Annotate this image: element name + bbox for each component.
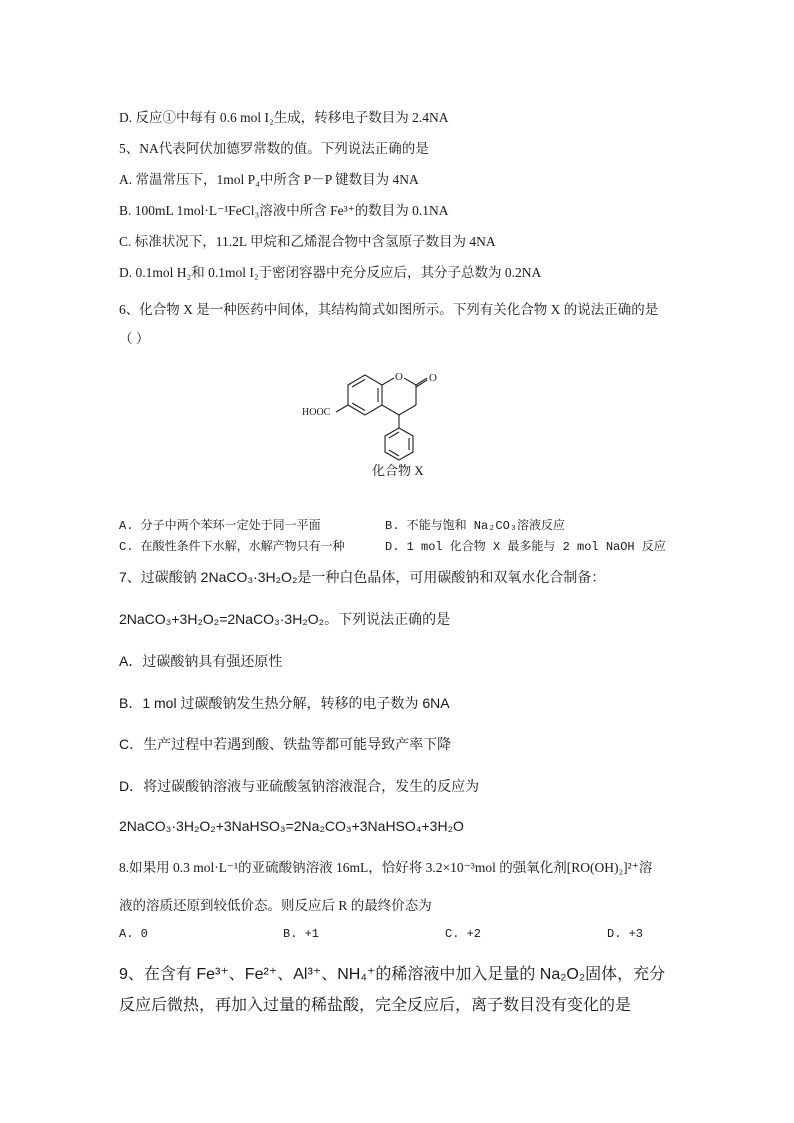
- q5-option-b: B. 100mL 1mol·L⁻¹FeCl₃溶液中所含 Fe³⁺的数目为 0.1NA: [119, 203, 449, 218]
- q4-option-d: D. 反应①中每有 0.6 mol I₂生成，转移电子数目为 2.4NA: [119, 110, 449, 125]
- q8-option-c: C. +2: [445, 927, 482, 941]
- q7-option-a: A．过碳酸钠具有强还原性: [119, 653, 283, 669]
- q6-option-a: A. 分子中两个苯环一定处于同一平面: [119, 519, 321, 533]
- q8-stem-line2: 液的溶质还原到较低价态。则反应后 R 的最终价态为: [119, 898, 432, 913]
- q5-option-d: D. 0.1mol H₂和 0.1mol I₂于密闭容器中充分反应后，其分子总数为 0.2NA: [119, 265, 542, 280]
- q8-option-d: D. +3: [607, 927, 644, 941]
- q5-option-c: C. 标准状况下，11.2L 甲烷和乙烯混合物中含氢原子数目为 4NA: [119, 234, 496, 249]
- carbonyl-oxygen-label: O: [429, 372, 437, 384]
- q7-option-d: D．将过碳酸钠溶液与亚硫酸氢钠溶液混合，发生的反应为: [119, 778, 480, 794]
- compound-x-caption: 化合物 X: [372, 463, 424, 478]
- ring-oxygen-label: O: [395, 371, 403, 383]
- cooh-label: HOOC: [302, 407, 331, 418]
- q7-stem: 7、过碳酸钠 2NaCO₃·3H₂O₂是一种白色晶体，可用碳酸钠和双氧水化合制备：: [119, 569, 606, 585]
- q7-option-b: B．1 mol 过碳酸钠发生热分解，转移的电子数为 6NA: [119, 695, 450, 711]
- q6-stem-line2: （ ）: [119, 331, 150, 346]
- q9-line1: 9、在含有 Fe³⁺、Fe²⁺、Al³⁺、NH₄⁺的稀溶液中加入足量的 Na₂O₂固体，充分: [119, 966, 666, 983]
- q8-option-b: B. +1: [283, 927, 320, 941]
- q6-option-d: D. 1 mol 化合物 X 最多能与 2 mol NaOH 反应: [385, 540, 666, 554]
- q5-option-a: A. 常温常压下，1mol P₄中所含 P－P 键数目为 4NA: [119, 172, 419, 187]
- q6-option-c: C. 在酸性条件下水解，水解产物只有一种: [119, 540, 345, 554]
- q7-equation: 2NaCO₃+3H₂O₂=2NaCO₃·3H₂O₂。下列说法正确的是: [119, 611, 451, 627]
- q8-option-a: A. 0: [119, 927, 148, 941]
- q5-stem: 5、NA代表阿伏加德罗常数的值。下列说法正确的是: [119, 141, 429, 156]
- q6-stem-line1: 6、化合物 X 是一种医药中间体，其结构简式如图所示。下列有关化合物 X 的说法正确的是: [119, 302, 659, 317]
- q6-option-b: B. 不能与饱和 Na₂CO₃溶液反应: [385, 519, 566, 533]
- q7-option-c: C．生产过程中若遇到酸、铁盐等都可能导致产率下降: [119, 736, 452, 752]
- q7-option-d-equation: 2NaCO₃·3H₂O₂+3NaHSO₃=2Na₂CO₃+3NaHSO₄+3H₂O: [119, 818, 464, 834]
- q8-stem-line1: 8.如果用 0.3 mol·L⁻¹的亚硫酸钠溶液 16mL，恰好将 3.2×10⁻³mol 的强氧化剂[RO(OH)₂]²⁺溶: [119, 860, 653, 875]
- q9-line2: 反应后微热，再加入过量的稀盐酸，完全反应后，离子数目没有变化的是: [119, 997, 632, 1014]
